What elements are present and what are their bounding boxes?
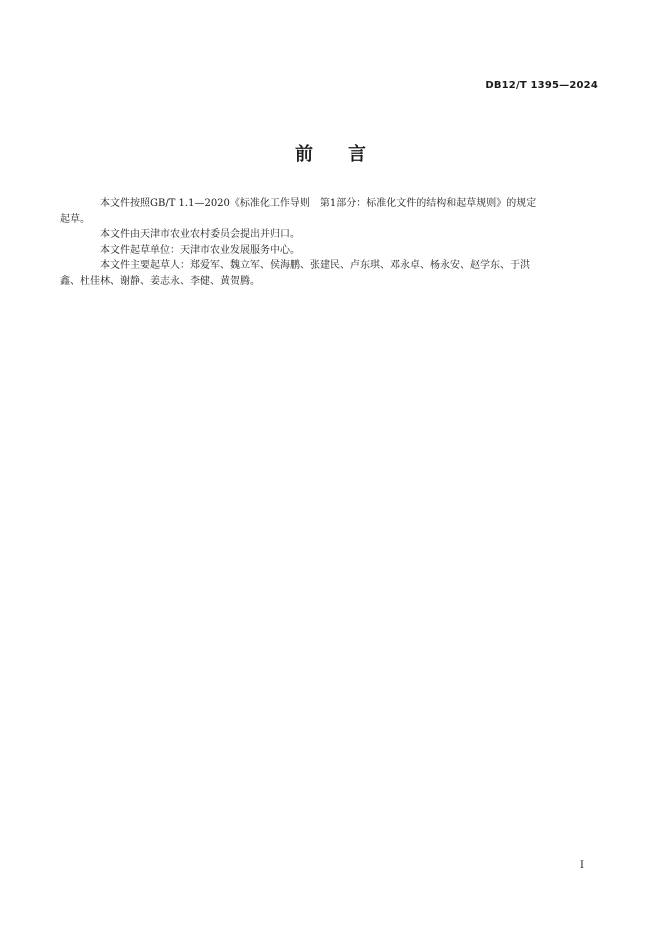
paragraph-proposer (80, 227, 600, 243)
paragraph-line: 本文件按照GB/T 1.1—2020《标准化工作导则 第1部分：标准化文件的结构和起草规则》的规定 (100, 198, 537, 209)
paragraph-drafting-unit (80, 243, 600, 259)
page-title (0, 140, 662, 166)
document-code: DB12/T 1395—2024 (485, 80, 598, 91)
paragraph-line: 本文件起草单位：天津市农业发展服务中心。 (100, 244, 300, 256)
title-part-1: 前 (295, 144, 314, 165)
paragraph-standard-basis (60, 196, 600, 227)
paragraph-line: 本文件由天津市农业农村委员会提出并归口。 (100, 229, 300, 240)
paragraph-line: 鑫、杜佳林、谢静、姜志永、李健、黄贺腾。 (60, 275, 260, 287)
paragraph-line: 本文件主要起草人：郑爱军、魏立军、侯海鹏、张建民、卢东琪、邓永卓、杨永安、赵学东、于洪 (100, 260, 530, 271)
preface-body (60, 196, 600, 289)
paragraph-drafters (60, 258, 600, 289)
paragraph-line: 起草。 (60, 213, 90, 225)
page-number: I (580, 860, 584, 871)
title-part-2: 言 (348, 144, 367, 165)
